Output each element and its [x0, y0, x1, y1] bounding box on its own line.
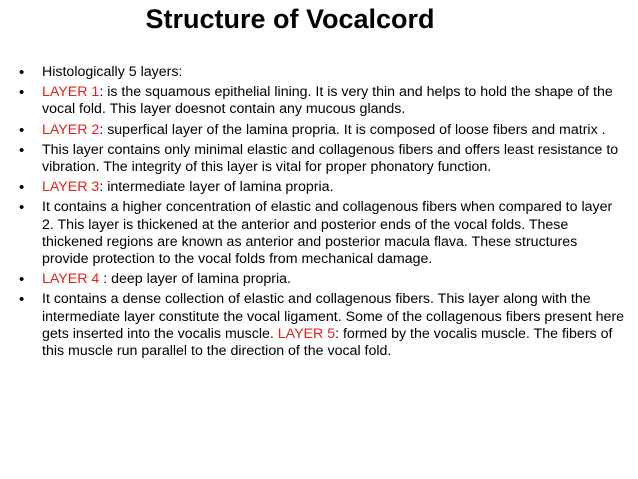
- layer-5-tag: LAYER 5: [277, 325, 336, 342]
- bullet-histology: [16, 64, 626, 81]
- bullet-text: : deep layer of lamina propria.: [99, 271, 291, 288]
- bullet-layer-4-detail: [16, 291, 626, 360]
- bullet-text: : intermediate layer of lamina propria.: [99, 179, 334, 196]
- bullet-layer-3: [16, 179, 626, 196]
- bullet-layer-1: [16, 84, 626, 118]
- bullet-text: : formed by the vocalis muscle. The fibers of this muscle run parallel to the direction of the vocal fold.: [42, 325, 613, 360]
- bullet-layer-2: [16, 122, 626, 139]
- layer-1-tag: LAYER 1: [42, 84, 100, 101]
- bullet-text: Histologically 5 layers:: [42, 64, 183, 80]
- bullet-text: This layer contains only minimal elastic and collagenous fibers and offers least resistance to vibration. The integrity of this layer is vital for proper phonatory function.: [42, 141, 619, 176]
- slide-title: Structure of Vocalcord: [145, 4, 435, 34]
- bullet-text: : is the squamous epithelial lining. It is very thin and helps to hold the shape of the vocal fold. This layer doesnot contain any mucous glands.: [42, 84, 613, 118]
- bullet-text: It contains a dense collection of elastic and collagenous fibers. This layer along with the intermediate layer constitute the vocal ligament. Some of the collagenous fibers present here gets inserted into the vocalis muscle.: [42, 291, 625, 342]
- bullet-list: [16, 64, 626, 363]
- layer-4-tag: LAYER 4: [42, 271, 100, 288]
- bullet-layer-2-detail: [16, 142, 626, 176]
- bullet-text: It contains a higher concentration of elastic and collagenous fibers when compared to layer 2. This layer is thickened at the anterior and posterior ends of the vocal folds. These thickened regions are known as anterior and posterior macula flava. These structures provide protection to the vocal folds from mechanical damage.: [42, 199, 613, 268]
- layer-2-tag: LAYER 2: [42, 121, 100, 138]
- bullet-text: : superfical layer of the lamina propria. It is composed of loose fibers and matrix .: [99, 121, 606, 138]
- bullet-layer-4: [16, 271, 626, 288]
- layer-3-tag: LAYER 3: [42, 179, 100, 196]
- bullet-layer-3-detail: [16, 199, 626, 268]
